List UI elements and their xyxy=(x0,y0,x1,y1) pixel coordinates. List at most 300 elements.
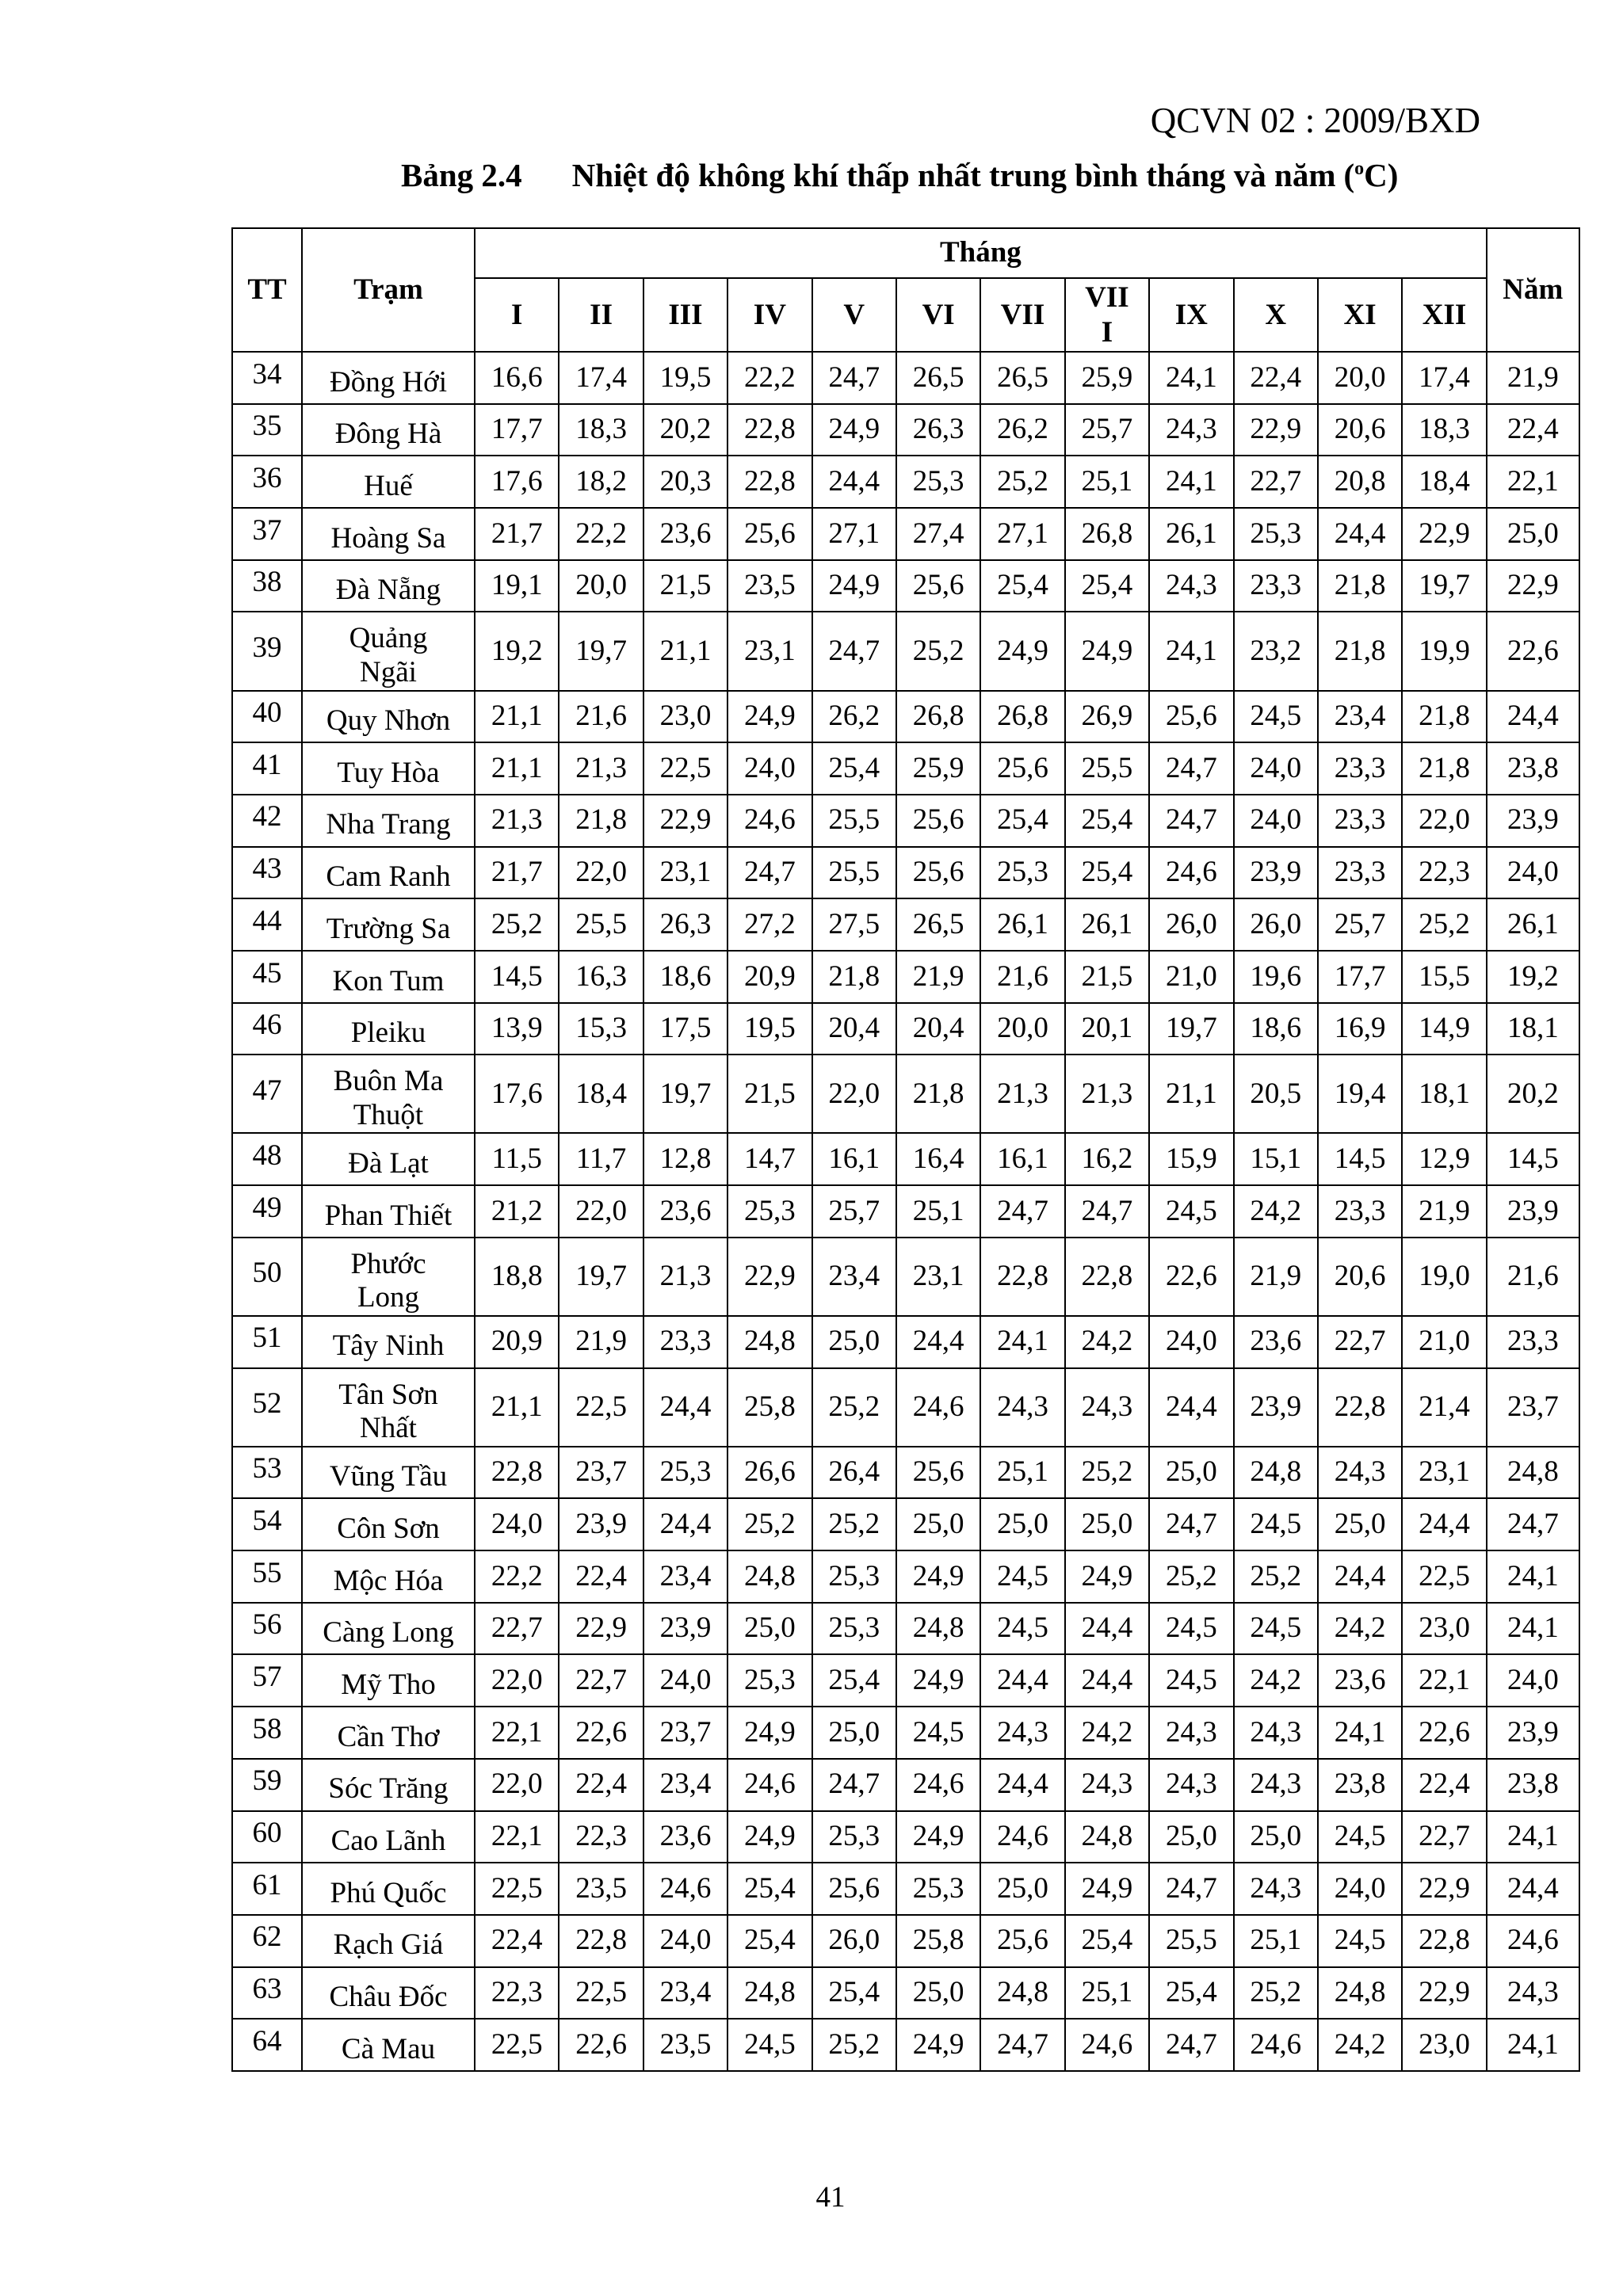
min-temp-month-vii: 24,5 xyxy=(980,1603,1064,1655)
min-temp-month-i: 13,9 xyxy=(475,1003,559,1055)
table-unit xyxy=(1344,157,1399,193)
min-temp-month-vi: 25,2 xyxy=(896,612,980,690)
month-header xyxy=(980,278,1064,352)
min-temp-month-vii: 24,6 xyxy=(980,1811,1064,1863)
min-temp-month-viii: 25,0 xyxy=(1065,1498,1149,1550)
station-name: Cao Lãnh xyxy=(302,1811,475,1863)
min-temp-month-ii: 22,8 xyxy=(559,1915,643,1967)
row-number: 51 xyxy=(232,1316,302,1368)
min-temp-month-iv: 24,5 xyxy=(727,2019,812,2071)
min-temp-month-xi: 24,2 xyxy=(1318,1603,1402,1655)
min-temp-month-x: 23,2 xyxy=(1234,612,1318,690)
month-label: XI xyxy=(1343,298,1377,331)
min-temp-month-iii: 23,0 xyxy=(643,691,727,743)
min-temp-month-iii: 20,2 xyxy=(643,404,727,456)
min-temp-month-iv: 25,0 xyxy=(727,1603,812,1655)
min-temp-month-i: 17,7 xyxy=(475,404,559,456)
min-temp-month-xi: 24,2 xyxy=(1318,2019,1402,2071)
min-temp-month-xii: 22,5 xyxy=(1402,1550,1486,1603)
min-temp-month-ix: 24,7 xyxy=(1149,742,1233,795)
min-temp-month-viii: 25,4 xyxy=(1065,847,1149,899)
min-temp-month-vi: 24,9 xyxy=(896,2019,980,2071)
table-row xyxy=(232,795,1579,847)
min-temp-year: 24,6 xyxy=(1487,1915,1579,1967)
min-temp-month-ii: 21,3 xyxy=(559,742,643,795)
min-temp-month-xi: 22,7 xyxy=(1318,1316,1402,1368)
min-temp-month-viii: 24,9 xyxy=(1065,1550,1149,1603)
min-temp-month-viii: 24,9 xyxy=(1065,1863,1149,1915)
row-number: 52 xyxy=(232,1368,302,1447)
min-temp-month-iv: 25,4 xyxy=(727,1863,812,1915)
min-temp-month-x: 24,3 xyxy=(1234,1707,1318,1759)
min-temp-month-vii: 16,1 xyxy=(980,1133,1064,1185)
table-row xyxy=(232,508,1579,560)
min-temp-month-iv: 22,2 xyxy=(727,352,812,404)
min-temp-month-xi: 24,5 xyxy=(1318,1811,1402,1863)
header-row xyxy=(232,228,1579,278)
row-number: 59 xyxy=(232,1759,302,1811)
min-temp-month-vi: 25,9 xyxy=(896,742,980,795)
min-temp-month-ii: 18,4 xyxy=(559,1055,643,1133)
row-number: 54 xyxy=(232,1498,302,1550)
station-name: Vũng Tầu xyxy=(302,1447,475,1499)
min-temp-month-iv: 22,8 xyxy=(727,404,812,456)
min-temp-month-x: 24,0 xyxy=(1234,742,1318,795)
min-temp-month-xi: 24,3 xyxy=(1318,1447,1402,1499)
min-temp-month-xii: 22,9 xyxy=(1402,1863,1486,1915)
min-temp-month-vi: 25,3 xyxy=(896,456,980,508)
min-temp-month-xii: 21,8 xyxy=(1402,691,1486,743)
min-temp-month-v: 25,7 xyxy=(812,1185,896,1238)
min-temp-month-vi: 25,6 xyxy=(896,560,980,612)
min-temp-month-ix: 25,5 xyxy=(1149,1915,1233,1967)
min-temp-month-ix: 24,0 xyxy=(1149,1316,1233,1368)
min-temp-month-viii: 25,5 xyxy=(1065,742,1149,795)
min-temp-month-ix: 24,3 xyxy=(1149,1707,1233,1759)
min-temp-month-iv: 24,7 xyxy=(727,847,812,899)
min-temp-month-vii: 25,4 xyxy=(980,560,1064,612)
table-row xyxy=(232,1603,1579,1655)
min-temp-month-vii: 25,0 xyxy=(980,1863,1064,1915)
min-temp-month-ix: 24,5 xyxy=(1149,1654,1233,1707)
min-temp-month-v: 26,2 xyxy=(812,691,896,743)
station-name: Phú Quốc xyxy=(302,1863,475,1915)
min-temp-month-ix: 26,1 xyxy=(1149,508,1233,560)
table-row xyxy=(232,352,1579,404)
min-temp-month-v: 24,7 xyxy=(812,352,896,404)
unit-close: C) xyxy=(1364,157,1399,193)
station-name: Pleiku xyxy=(302,1003,475,1055)
min-temp-year: 22,6 xyxy=(1487,612,1579,690)
min-temp-month-viii: 24,4 xyxy=(1065,1603,1149,1655)
min-temp-month-ix: 25,4 xyxy=(1149,1967,1233,2019)
min-temp-month-vi: 25,6 xyxy=(896,795,980,847)
min-temp-month-xii: 22,9 xyxy=(1402,1967,1486,2019)
min-temp-year: 23,3 xyxy=(1487,1316,1579,1368)
min-temp-month-vi: 24,9 xyxy=(896,1550,980,1603)
row-number: 50 xyxy=(232,1238,302,1316)
table-row xyxy=(232,1654,1579,1707)
min-temp-month-xii: 19,9 xyxy=(1402,612,1486,690)
min-temp-month-iv: 24,6 xyxy=(727,795,812,847)
row-number: 40 xyxy=(232,691,302,743)
min-temp-month-ix: 24,7 xyxy=(1149,2019,1233,2071)
min-temp-month-iv: 25,4 xyxy=(727,1915,812,1967)
table-title: Nhiệt độ không khí thấp nhất trung bình tháng và năm xyxy=(571,157,1336,193)
min-temp-month-vi: 20,4 xyxy=(896,1003,980,1055)
min-temp-month-v: 24,4 xyxy=(812,456,896,508)
min-temp-month-iv: 26,6 xyxy=(727,1447,812,1499)
station-name: Tây Ninh xyxy=(302,1316,475,1368)
min-temp-month-i: 22,2 xyxy=(475,1550,559,1603)
min-temp-month-x: 24,5 xyxy=(1234,691,1318,743)
min-temp-year: 19,2 xyxy=(1487,951,1579,1003)
min-temp-month-x: 22,4 xyxy=(1234,352,1318,404)
min-temp-month-i: 24,0 xyxy=(475,1498,559,1550)
min-temp-month-iii: 19,7 xyxy=(643,1055,727,1133)
station-name: Côn Sơn xyxy=(302,1498,475,1550)
table-row xyxy=(232,560,1579,612)
min-temp-month-xii: 22,8 xyxy=(1402,1915,1486,1967)
month-header xyxy=(643,278,727,352)
min-temp-year: 23,7 xyxy=(1487,1368,1579,1447)
min-temp-month-xii: 23,0 xyxy=(1402,2019,1486,2071)
min-temp-month-ii: 16,3 xyxy=(559,951,643,1003)
min-temp-month-ix: 24,1 xyxy=(1149,612,1233,690)
min-temp-month-i: 19,2 xyxy=(475,612,559,690)
min-temp-year: 21,6 xyxy=(1487,1238,1579,1316)
min-temp-month-x: 24,5 xyxy=(1234,1498,1318,1550)
table-row xyxy=(232,1967,1579,2019)
station-name: Buôn Ma Thuột xyxy=(302,1055,475,1133)
min-temp-month-vi: 16,4 xyxy=(896,1133,980,1185)
min-temp-month-i: 22,3 xyxy=(475,1967,559,2019)
min-temp-month-vi: 24,8 xyxy=(896,1603,980,1655)
min-temp-month-v: 25,2 xyxy=(812,2019,896,2071)
min-temp-month-v: 25,6 xyxy=(812,1863,896,1915)
min-temp-month-ix: 19,7 xyxy=(1149,1003,1233,1055)
table-row xyxy=(232,742,1579,795)
min-temp-month-i: 21,2 xyxy=(475,1185,559,1238)
station-name: Phước Long xyxy=(302,1238,475,1316)
min-temp-month-ix: 24,1 xyxy=(1149,352,1233,404)
column-header-station: Trạm xyxy=(302,228,475,352)
min-temp-month-ix: 25,2 xyxy=(1149,1550,1233,1603)
min-temp-month-xi: 14,5 xyxy=(1318,1133,1402,1185)
month-header xyxy=(1065,278,1149,352)
station-name: Cần Thơ xyxy=(302,1707,475,1759)
min-temp-month-vii: 24,3 xyxy=(980,1368,1064,1447)
min-temp-month-iv: 14,7 xyxy=(727,1133,812,1185)
min-temp-month-viii: 24,9 xyxy=(1065,612,1149,690)
min-temp-month-iv: 23,5 xyxy=(727,560,812,612)
month-header xyxy=(1149,278,1233,352)
column-header-tt: TT xyxy=(232,228,302,352)
row-number: 36 xyxy=(232,456,302,508)
min-temp-month-iii: 17,5 xyxy=(643,1003,727,1055)
min-temp-month-iii: 23,1 xyxy=(643,847,727,899)
min-temp-month-vii: 24,4 xyxy=(980,1759,1064,1811)
min-temp-month-ii: 18,2 xyxy=(559,456,643,508)
row-number: 44 xyxy=(232,898,302,951)
min-temp-month-xi: 21,8 xyxy=(1318,560,1402,612)
min-temp-year: 20,2 xyxy=(1487,1055,1579,1133)
min-temp-year: 22,1 xyxy=(1487,456,1579,508)
min-temp-month-ii: 21,9 xyxy=(559,1316,643,1368)
table-row xyxy=(232,612,1579,690)
min-temp-month-x: 20,5 xyxy=(1234,1055,1318,1133)
min-temp-month-iii: 24,4 xyxy=(643,1498,727,1550)
min-temp-year: 23,8 xyxy=(1487,1759,1579,1811)
min-temp-month-xii: 22,0 xyxy=(1402,795,1486,847)
degree-symbol: o xyxy=(1354,158,1365,179)
min-temp-month-v: 24,9 xyxy=(812,404,896,456)
month-label: VII xyxy=(1000,298,1045,331)
row-number: 56 xyxy=(232,1603,302,1655)
month-label: II xyxy=(590,298,613,331)
min-temp-month-vi: 25,0 xyxy=(896,1967,980,2019)
min-temp-month-viii: 25,9 xyxy=(1065,352,1149,404)
min-temp-month-iii: 18,6 xyxy=(643,951,727,1003)
min-temp-month-ii: 23,7 xyxy=(559,1447,643,1499)
min-temp-month-vi: 25,0 xyxy=(896,1498,980,1550)
min-temp-year: 14,5 xyxy=(1487,1133,1579,1185)
min-temp-month-v: 25,3 xyxy=(812,1811,896,1863)
month-label: VI xyxy=(922,298,955,331)
min-temp-month-i: 21,3 xyxy=(475,795,559,847)
station-name: Phan Thiết xyxy=(302,1185,475,1238)
min-temp-month-iii: 20,3 xyxy=(643,456,727,508)
min-temp-month-vi: 27,4 xyxy=(896,508,980,560)
min-temp-month-vii: 26,1 xyxy=(980,898,1064,951)
min-temp-month-vi: 24,9 xyxy=(896,1654,980,1707)
table-row xyxy=(232,691,1579,743)
min-temp-month-xi: 24,0 xyxy=(1318,1863,1402,1915)
min-temp-month-v: 24,7 xyxy=(812,612,896,690)
min-temp-month-ix: 24,7 xyxy=(1149,1498,1233,1550)
min-temp-month-xi: 16,9 xyxy=(1318,1003,1402,1055)
row-number: 34 xyxy=(232,352,302,404)
min-temp-month-v: 27,5 xyxy=(812,898,896,951)
min-temp-month-viii: 21,5 xyxy=(1065,951,1149,1003)
min-temp-month-xi: 20,8 xyxy=(1318,456,1402,508)
min-temp-month-vi: 26,3 xyxy=(896,404,980,456)
min-temp-month-ii: 22,4 xyxy=(559,1550,643,1603)
table-row xyxy=(232,1368,1579,1447)
row-number: 35 xyxy=(232,404,302,456)
row-number: 38 xyxy=(232,560,302,612)
min-temp-month-i: 18,8 xyxy=(475,1238,559,1316)
min-temp-month-i: 20,9 xyxy=(475,1316,559,1368)
month-label: VIII xyxy=(1085,280,1129,349)
min-temp-month-iv: 23,1 xyxy=(727,612,812,690)
min-temp-month-viii: 24,6 xyxy=(1065,2019,1149,2071)
row-number: 49 xyxy=(232,1185,302,1238)
min-temp-month-ix: 24,1 xyxy=(1149,456,1233,508)
min-temp-month-vii: 24,5 xyxy=(980,1550,1064,1603)
min-temp-year: 24,4 xyxy=(1487,1863,1579,1915)
table-number: Bảng 2.4 xyxy=(401,157,522,193)
min-temp-month-x: 24,3 xyxy=(1234,1863,1318,1915)
min-temp-month-xi: 23,3 xyxy=(1318,795,1402,847)
temperature-table xyxy=(231,227,1580,2072)
min-temp-month-ii: 23,5 xyxy=(559,1863,643,1915)
table-row xyxy=(232,1759,1579,1811)
min-temp-month-xi: 19,4 xyxy=(1318,1055,1402,1133)
station-name: Rạch Giá xyxy=(302,1915,475,1967)
min-temp-month-vii: 25,0 xyxy=(980,1498,1064,1550)
min-temp-month-vi: 26,8 xyxy=(896,691,980,743)
min-temp-month-xi: 20,6 xyxy=(1318,404,1402,456)
table-row xyxy=(232,1185,1579,1238)
min-temp-month-iv: 24,8 xyxy=(727,1967,812,2019)
row-number: 64 xyxy=(232,2019,302,2071)
table-row xyxy=(232,1133,1579,1185)
row-number: 58 xyxy=(232,1707,302,1759)
min-temp-month-xi: 24,4 xyxy=(1318,1550,1402,1603)
min-temp-month-ii: 21,8 xyxy=(559,795,643,847)
min-temp-month-i: 22,7 xyxy=(475,1603,559,1655)
min-temp-month-i: 21,7 xyxy=(475,508,559,560)
station-name: Trường Sa xyxy=(302,898,475,951)
table-row xyxy=(232,898,1579,951)
min-temp-month-xi: 23,8 xyxy=(1318,1759,1402,1811)
table-row xyxy=(232,1055,1579,1133)
min-temp-month-viii: 24,3 xyxy=(1065,1368,1149,1447)
station-name: Đà Lạt xyxy=(302,1133,475,1185)
min-temp-month-iii: 25,3 xyxy=(643,1447,727,1499)
min-temp-month-iii: 23,3 xyxy=(643,1316,727,1368)
min-temp-month-iv: 24,8 xyxy=(727,1550,812,1603)
min-temp-month-x: 24,3 xyxy=(1234,1759,1318,1811)
station-name: Hoàng Sa xyxy=(302,508,475,560)
min-temp-month-iii: 23,5 xyxy=(643,2019,727,2071)
min-temp-month-x: 22,9 xyxy=(1234,404,1318,456)
min-temp-year: 25,0 xyxy=(1487,508,1579,560)
min-temp-month-xi: 25,7 xyxy=(1318,898,1402,951)
min-temp-month-i: 21,1 xyxy=(475,742,559,795)
min-temp-month-ii: 20,0 xyxy=(559,560,643,612)
min-temp-month-ii: 18,3 xyxy=(559,404,643,456)
min-temp-month-xii: 21,4 xyxy=(1402,1368,1486,1447)
min-temp-month-ix: 24,7 xyxy=(1149,795,1233,847)
min-temp-month-iii: 21,3 xyxy=(643,1238,727,1316)
min-temp-month-iv: 25,3 xyxy=(727,1185,812,1238)
min-temp-month-xii: 21,9 xyxy=(1402,1185,1486,1238)
min-temp-month-iv: 24,6 xyxy=(727,1759,812,1811)
min-temp-month-i: 17,6 xyxy=(475,456,559,508)
min-temp-month-ii: 22,5 xyxy=(559,1967,643,2019)
min-temp-year: 22,4 xyxy=(1487,404,1579,456)
min-temp-month-iii: 19,5 xyxy=(643,352,727,404)
min-temp-month-iii: 12,8 xyxy=(643,1133,727,1185)
min-temp-month-x: 22,7 xyxy=(1234,456,1318,508)
min-temp-month-iii: 23,6 xyxy=(643,508,727,560)
table-row xyxy=(232,847,1579,899)
station-name: Huế xyxy=(302,456,475,508)
min-temp-year: 21,9 xyxy=(1487,352,1579,404)
min-temp-month-viii: 25,4 xyxy=(1065,1915,1149,1967)
min-temp-month-iv: 24,9 xyxy=(727,691,812,743)
table-caption xyxy=(401,156,1398,194)
month-label: IX xyxy=(1174,298,1208,331)
min-temp-month-iii: 22,5 xyxy=(643,742,727,795)
min-temp-month-i: 17,6 xyxy=(475,1055,559,1133)
min-temp-month-iii: 24,0 xyxy=(643,1915,727,1967)
min-temp-year: 23,9 xyxy=(1487,1185,1579,1238)
min-temp-month-xii: 22,1 xyxy=(1402,1654,1486,1707)
min-temp-month-ii: 23,9 xyxy=(559,1498,643,1550)
min-temp-month-ii: 22,9 xyxy=(559,1603,643,1655)
min-temp-month-vi: 21,8 xyxy=(896,1055,980,1133)
min-temp-month-iv: 22,8 xyxy=(727,456,812,508)
min-temp-year: 22,9 xyxy=(1487,560,1579,612)
min-temp-month-iii: 23,4 xyxy=(643,1759,727,1811)
min-temp-month-iii: 23,7 xyxy=(643,1707,727,1759)
min-temp-month-iii: 24,0 xyxy=(643,1654,727,1707)
min-temp-month-viii: 25,7 xyxy=(1065,404,1149,456)
min-temp-month-viii: 26,1 xyxy=(1065,898,1149,951)
min-temp-month-iii: 24,4 xyxy=(643,1368,727,1447)
min-temp-month-viii: 25,4 xyxy=(1065,560,1149,612)
min-temp-month-ix: 25,0 xyxy=(1149,1811,1233,1863)
min-temp-month-xi: 20,6 xyxy=(1318,1238,1402,1316)
min-temp-month-x: 23,6 xyxy=(1234,1316,1318,1368)
min-temp-month-vii: 25,6 xyxy=(980,742,1064,795)
month-header xyxy=(475,278,559,352)
min-temp-month-xi: 23,3 xyxy=(1318,742,1402,795)
table-header xyxy=(232,228,1579,352)
min-temp-year: 23,8 xyxy=(1487,742,1579,795)
row-number: 39 xyxy=(232,612,302,690)
row-number: 37 xyxy=(232,508,302,560)
min-temp-month-iii: 22,9 xyxy=(643,795,727,847)
min-temp-month-xii: 14,9 xyxy=(1402,1003,1486,1055)
min-temp-month-ii: 19,7 xyxy=(559,1238,643,1316)
min-temp-month-xii: 24,4 xyxy=(1402,1498,1486,1550)
min-temp-month-v: 21,8 xyxy=(812,951,896,1003)
min-temp-year: 24,7 xyxy=(1487,1498,1579,1550)
min-temp-month-x: 24,8 xyxy=(1234,1447,1318,1499)
month-label: X xyxy=(1265,298,1287,331)
min-temp-month-iv: 25,2 xyxy=(727,1498,812,1550)
min-temp-month-i: 22,8 xyxy=(475,1447,559,1499)
min-temp-month-ix: 24,3 xyxy=(1149,404,1233,456)
min-temp-month-ix: 22,6 xyxy=(1149,1238,1233,1316)
min-temp-month-i: 22,5 xyxy=(475,2019,559,2071)
min-temp-month-vi: 25,1 xyxy=(896,1185,980,1238)
min-temp-month-i: 14,5 xyxy=(475,951,559,1003)
min-temp-month-ii: 11,7 xyxy=(559,1133,643,1185)
min-temp-month-vi: 24,5 xyxy=(896,1707,980,1759)
station-name: Càng Long xyxy=(302,1603,475,1655)
min-temp-month-x: 25,0 xyxy=(1234,1811,1318,1863)
min-temp-month-iv: 21,5 xyxy=(727,1055,812,1133)
min-temp-month-v: 25,4 xyxy=(812,742,896,795)
min-temp-month-i: 21,7 xyxy=(475,847,559,899)
min-temp-month-x: 24,6 xyxy=(1234,2019,1318,2071)
min-temp-month-xii: 23,0 xyxy=(1402,1603,1486,1655)
min-temp-month-ix: 25,6 xyxy=(1149,691,1233,743)
min-temp-month-vii: 24,1 xyxy=(980,1316,1064,1368)
min-temp-month-v: 16,1 xyxy=(812,1133,896,1185)
min-temp-month-ii: 22,6 xyxy=(559,2019,643,2071)
table-row xyxy=(232,1915,1579,1967)
month-header xyxy=(1402,278,1486,352)
min-temp-month-ix: 24,6 xyxy=(1149,847,1233,899)
min-temp-month-v: 26,0 xyxy=(812,1915,896,1967)
min-temp-month-i: 21,1 xyxy=(475,691,559,743)
